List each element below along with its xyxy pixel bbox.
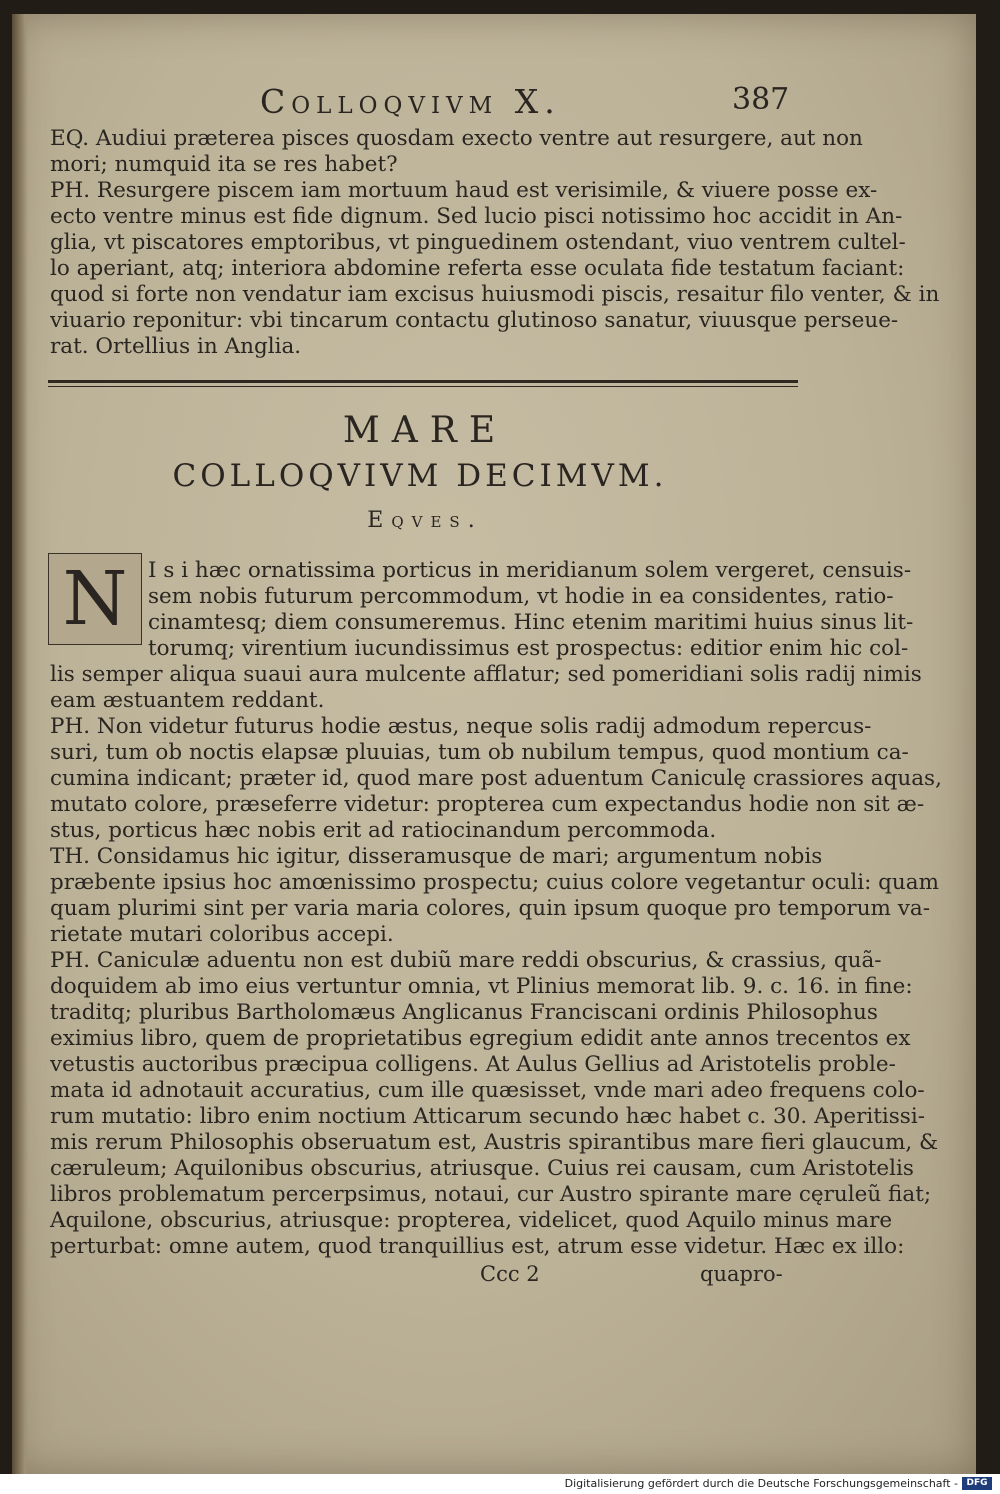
text-line: mutato colore, præseferre videtur: propterea cum expectandus hodie non sit æ- [50, 792, 925, 817]
text-line: cæruleum; Aquilonibus obscurius, atriusque. Cuius rei causam, cum Aristotelis [50, 1156, 914, 1181]
section-rule [48, 380, 798, 383]
text-line: glia, vt piscatores emptoribus, vt pinguedinem ostendant, viuo ventrem cultel- [50, 230, 906, 255]
text-line: PH. Non videtur futurus hodie æstus, neque solis radij admodum repercus- [50, 714, 872, 739]
catchword: quapro- [700, 1262, 783, 1286]
digitization-footer [0, 1474, 1000, 1494]
text-line: eximius libro, quem de proprietatibus egregium edidit ante annos trecentos ex [50, 1026, 911, 1051]
text-line: eam æstuantem reddant. [50, 688, 325, 713]
section-title: MARE [342, 410, 508, 451]
text-line: lis semper aliqua suaui aura mulcente afflatur; sed pomeridiani solis radij nimis [50, 662, 922, 687]
text-line: rum mutatio: libro enim noctium Atticarum secundo hæc habet c. 30. Aperitissi- [50, 1104, 925, 1129]
running-head [0, 72, 1000, 132]
text-line: quod si forte non vendatur iam excisus huiusmodi piscis, resaitur filo venter, & in [50, 282, 940, 307]
text-line: suri, tum ob noctis elapsæ pluuias, tum ob nubilum tempus, quod montium ca- [50, 740, 909, 765]
text-line: vetustis auctoribus præcipua colligens. At Aulus Gellius ad Aristotelis proble- [50, 1052, 896, 1077]
page-number: 387 [732, 82, 790, 117]
text-line: ecto ventre minus est fide dignum. Sed lucio pisci notissimo hoc accidit in An- [50, 204, 903, 229]
text-line: PH. Resurgere piscem iam mortuum haud est verisimile, & viuere posse ex- [50, 178, 878, 203]
text-line: traditq; pluribus Bartholomæus Anglicanus Franciscani ordinis Philosophus [50, 1000, 878, 1025]
text-line: rietate mutari coloribus accepi. [50, 922, 394, 947]
text-line: præbente ipsius hoc amœnissimo prospectu; cuius colore vegetantur oculi: quam [50, 870, 939, 895]
text-line: stus, porticus hæc nobis erit ad ratiocinandum percommoda. [50, 818, 717, 843]
initial-letter: N [62, 556, 128, 642]
text-line: cinamtesq; diem consumeremus. Hinc etenim maritimi huius sinus lit- [148, 610, 914, 635]
dfg-logo: DFG [962, 1477, 992, 1490]
speaker-heading: Eqves. [367, 508, 483, 533]
text-line: mori; numquid ita se res habet? [50, 152, 398, 177]
text-line: lo aperiant, atq; interiora abdomine referta esse oculata fide testatum faciant: [50, 256, 905, 281]
text-line: cumina indicant; præter id, quod mare post aduentum Caniculę crassiores aquas, [50, 766, 942, 791]
text-line: TH. Considamus hic igitur, disseramusque de mari; argumentum nobis [50, 844, 823, 869]
decorated-initial [48, 553, 142, 645]
text-line: mis rerum Philosophis obseruatum est, Austris spirantibus mare fieri glaucum, & [50, 1130, 939, 1155]
colloquium-title: COLLOQVIVM DECIMVM. [172, 458, 668, 494]
text-line: mata id adnotauit accuratius, cum ille quæsisset, vnde mari adeo frequens colo- [50, 1078, 925, 1103]
text-line: Aquilone, obscurius, atriusque: propterea, videlicet, quod Aquilo minus mare [50, 1208, 893, 1233]
text-line: doquidem ab imo eius vertuntur omnia, vt Plinius memorat lib. 9. c. 16. in fine: [50, 974, 913, 999]
text-line: quam plurimi sint per varia maria colores, quin ipsum quoque pro temporum va- [50, 896, 930, 921]
text-line: perturbat: omne autem, quod tranquillius est, atrum esse videtur. Hæc ex illo: [50, 1234, 905, 1259]
funding-credit: Digitalisierung gefördert durch die Deutsche Forschungsgemeinschaft - [564, 1477, 958, 1490]
text-line: I s i hæc ornatissima porticus in meridianum solem vergeret, censuis- [148, 558, 912, 583]
text-line: rat. Ortellius in Anglia. [50, 334, 302, 359]
signature-mark: Ccc 2 [480, 1262, 540, 1286]
running-title: Colloqvivm X. [260, 82, 561, 121]
text-line: torumq; virentium iucundissimus est prospectus: editior enim hic col- [148, 636, 909, 661]
text-line: EQ. Audiui præterea pisces quosdam execto ventre aut resurgere, aut non [50, 126, 863, 151]
section-rule-thin [48, 386, 798, 387]
page-gutter [12, 14, 28, 1474]
text-line: sem nobis futurum percommodum, vt hodie in ea considentes, ratio- [148, 584, 894, 609]
text-line: libros problematum percerpsimus, notaui, cur Austro spirante mare cęruleũ fiat; [50, 1182, 932, 1207]
text-line: PH. Caniculæ aduentu non est dubiũ mare reddi obscurius, & crassius, quã- [50, 948, 882, 973]
text-line: viuario reponitur: vbi tincarum contactu glutinoso sanatur, viuusque perseue- [50, 308, 899, 333]
